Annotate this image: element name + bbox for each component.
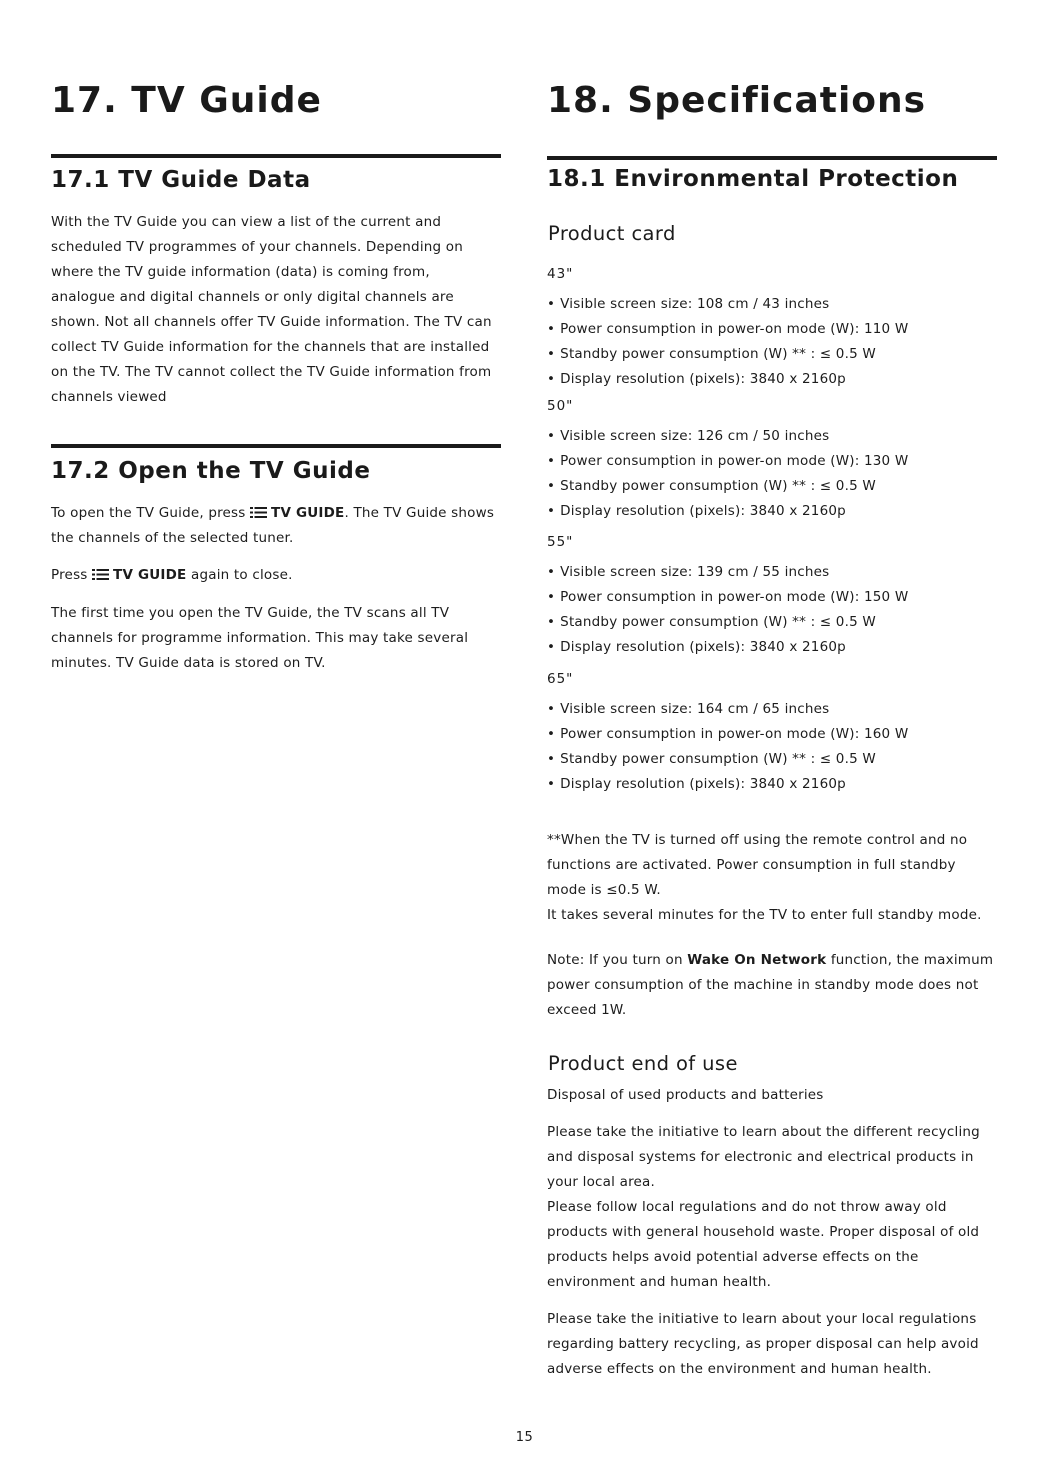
paragraph-line: and disposal systems for electronic and electrical products in bbox=[547, 1149, 974, 1165]
paragraph-line: on the TV. The TV cannot collect the TV Guide information from bbox=[51, 364, 492, 380]
text-fragment: . The TV Guide shows bbox=[344, 505, 495, 521]
chapter-title-tv-guide: 17. TV Guide bbox=[51, 80, 322, 121]
spec-item bbox=[547, 585, 997, 610]
paragraph-line: where the TV guide information (data) is coming from, bbox=[51, 264, 430, 280]
first-scan-paragraph bbox=[51, 601, 501, 676]
bullet-icon: • bbox=[547, 751, 556, 767]
spec-block-50 bbox=[547, 394, 997, 524]
chapter-title-specifications: 18. Specifications bbox=[547, 80, 927, 121]
wake-on-network-note bbox=[547, 948, 997, 1023]
spec-text: Display resolution (pixels): 3840 x 2160p bbox=[560, 776, 846, 792]
paragraph-line: Please take the initiative to learn about your local regulations bbox=[547, 1311, 977, 1327]
paragraph-line: products helps avoid potential adverse effects on the bbox=[547, 1249, 919, 1265]
section-title-environmental-protection: 18.1 Environmental Protection bbox=[547, 166, 959, 192]
bullet-icon: • bbox=[547, 428, 556, 444]
tv-guide-list-icon bbox=[250, 507, 267, 518]
text-fragment: To open the TV Guide, press bbox=[51, 505, 246, 521]
spec-item bbox=[547, 772, 997, 797]
spec-block-65 bbox=[547, 667, 997, 797]
spec-text: Visible screen size: 139 cm / 55 inches bbox=[560, 564, 830, 580]
paragraph-line: analogue and digital channels or only digital channels are bbox=[51, 289, 454, 305]
section-divider bbox=[547, 156, 997, 160]
bullet-icon: • bbox=[547, 321, 556, 337]
spec-text: Display resolution (pixels): 3840 x 2160p bbox=[560, 639, 846, 655]
paragraph-line: channels for programme information. This may take several bbox=[51, 630, 469, 646]
paragraph-line: regarding battery recycling, as proper disposal can help avoid bbox=[547, 1336, 979, 1352]
spec-item bbox=[547, 635, 997, 660]
model-size-label: 55" bbox=[547, 534, 574, 550]
paragraph-line: scheduled TV programmes of your channels. Depending on bbox=[51, 239, 464, 255]
text-fragment: function, the maximum bbox=[830, 952, 994, 968]
paragraph-line: The first time you open the TV Guide, the TV scans all TV bbox=[51, 605, 450, 621]
paragraph-line bbox=[51, 563, 501, 588]
spec-list bbox=[547, 697, 997, 797]
spec-item bbox=[547, 722, 997, 747]
battery-paragraph bbox=[547, 1307, 997, 1382]
bullet-icon: • bbox=[547, 776, 556, 792]
spec-text: Visible screen size: 126 cm / 50 inches bbox=[560, 428, 830, 444]
paragraph-line bbox=[547, 948, 997, 973]
spec-item bbox=[547, 499, 997, 524]
page-number: 15 bbox=[515, 1430, 534, 1445]
standby-note-paragraph bbox=[547, 828, 997, 928]
paragraph-line: environment and human health. bbox=[547, 1274, 772, 1290]
spec-text: Display resolution (pixels): 3840 x 2160p bbox=[560, 503, 846, 519]
paragraph-line: shown. Not all channels offer TV Guide information. The TV can bbox=[51, 314, 492, 330]
spec-item bbox=[547, 610, 997, 635]
paragraph-line: your local area. bbox=[547, 1174, 655, 1190]
product-card-title: Product card bbox=[548, 222, 676, 245]
text-fragment: Press bbox=[51, 567, 88, 583]
spec-block-55 bbox=[547, 530, 997, 660]
spec-list bbox=[547, 424, 997, 524]
spec-item bbox=[547, 342, 997, 367]
model-size-label: 65" bbox=[547, 671, 574, 687]
bullet-icon: • bbox=[547, 503, 556, 519]
spec-item bbox=[547, 560, 997, 585]
paragraph-line: the channels of the selected tuner. bbox=[51, 530, 294, 546]
spec-text: Visible screen size: 164 cm / 65 inches bbox=[560, 701, 830, 717]
spec-text: Power consumption in power-on mode (W): 160 W bbox=[560, 726, 909, 742]
spec-item bbox=[547, 367, 997, 392]
spec-block-43 bbox=[547, 262, 997, 392]
spec-text: Standby power consumption (W) ** : ≤ 0.5 W bbox=[560, 478, 876, 494]
paragraph-line: functions are activated. Power consumption in full standby bbox=[547, 857, 956, 873]
spec-text: Power consumption in power-on mode (W): 150 W bbox=[560, 589, 909, 605]
bullet-icon: • bbox=[547, 701, 556, 717]
paragraph-line: adverse effects on the environment and human health. bbox=[547, 1361, 932, 1377]
open-guide-paragraph bbox=[51, 501, 501, 551]
section-title-open-tv-guide: 17.2 Open the TV Guide bbox=[51, 458, 371, 484]
paragraph-line: products with general household waste. Proper disposal of old bbox=[547, 1224, 980, 1240]
paragraph-line: Please take the initiative to learn about the different recycling bbox=[547, 1124, 980, 1140]
paragraph-line: Please follow local regulations and do not throw away old bbox=[547, 1199, 947, 1215]
bullet-icon: • bbox=[547, 564, 556, 580]
spec-text: Standby power consumption (W) ** : ≤ 0.5 W bbox=[560, 346, 876, 362]
spec-text: Standby power consumption (W) ** : ≤ 0.5 W bbox=[560, 751, 876, 767]
spec-item bbox=[547, 292, 997, 317]
paragraph-line: collect TV Guide information for the channels that are installed bbox=[51, 339, 490, 355]
spec-item bbox=[547, 697, 997, 722]
spec-text: Standby power consumption (W) ** : ≤ 0.5 W bbox=[560, 614, 876, 630]
close-guide-paragraph bbox=[51, 563, 501, 588]
spec-text: Display resolution (pixels): 3840 x 2160p bbox=[560, 371, 846, 387]
bullet-icon: • bbox=[547, 726, 556, 742]
section-title-tv-guide-data: 17.1 TV Guide Data bbox=[51, 167, 311, 193]
bullet-icon: • bbox=[547, 346, 556, 362]
bullet-icon: • bbox=[547, 589, 556, 605]
bullet-icon: • bbox=[547, 371, 556, 387]
product-end-of-use-title: Product end of use bbox=[548, 1052, 738, 1075]
bullet-icon: • bbox=[547, 614, 556, 630]
disposal-subtitle: Disposal of used products and batteries bbox=[547, 1087, 824, 1103]
model-size-label: 50" bbox=[547, 398, 574, 414]
spec-item bbox=[547, 424, 997, 449]
paragraph-line bbox=[51, 501, 501, 526]
paragraph-line: minutes. TV Guide data is stored on TV. bbox=[51, 655, 326, 671]
paragraph-line: mode is ≤0.5 W. bbox=[547, 882, 661, 898]
paragraph-line: **When the TV is turned off using the remote control and no bbox=[547, 832, 968, 848]
tv-guide-key-label: TV GUIDE bbox=[271, 505, 345, 521]
bullet-icon: • bbox=[547, 296, 556, 312]
paragraph-line: With the TV Guide you can view a list of the current and bbox=[51, 214, 442, 230]
tv-guide-list-icon bbox=[92, 569, 109, 580]
wake-on-network-label: Wake On Network bbox=[687, 952, 827, 968]
spec-item bbox=[547, 747, 997, 772]
paragraph-line: exceed 1W. bbox=[547, 1002, 627, 1018]
recycling-paragraph bbox=[547, 1120, 997, 1295]
bullet-icon: • bbox=[547, 639, 556, 655]
text-fragment: Note: If you turn on bbox=[547, 952, 683, 968]
spec-item bbox=[547, 317, 997, 342]
spec-list bbox=[547, 292, 997, 392]
spec-item bbox=[547, 474, 997, 499]
paragraph-line: It takes several minutes for the TV to enter full standby mode. bbox=[547, 907, 982, 923]
tv-guide-key-label: TV GUIDE bbox=[113, 567, 187, 583]
spec-text: Power consumption in power-on mode (W): 110 W bbox=[560, 321, 909, 337]
tv-guide-data-paragraph bbox=[51, 210, 501, 410]
section-divider bbox=[51, 154, 501, 158]
section-divider bbox=[51, 444, 501, 448]
paragraph-line: power consumption of the machine in standby mode does not bbox=[547, 977, 979, 993]
paragraph-line: channels viewed bbox=[51, 389, 167, 405]
model-size-label: 43" bbox=[547, 266, 574, 282]
spec-text: Visible screen size: 108 cm / 43 inches bbox=[560, 296, 830, 312]
spec-list bbox=[547, 560, 997, 660]
bullet-icon: • bbox=[547, 478, 556, 494]
spec-text: Power consumption in power-on mode (W): 130 W bbox=[560, 453, 909, 469]
spec-item bbox=[547, 449, 997, 474]
text-fragment: again to close. bbox=[190, 567, 293, 583]
bullet-icon: • bbox=[547, 453, 556, 469]
